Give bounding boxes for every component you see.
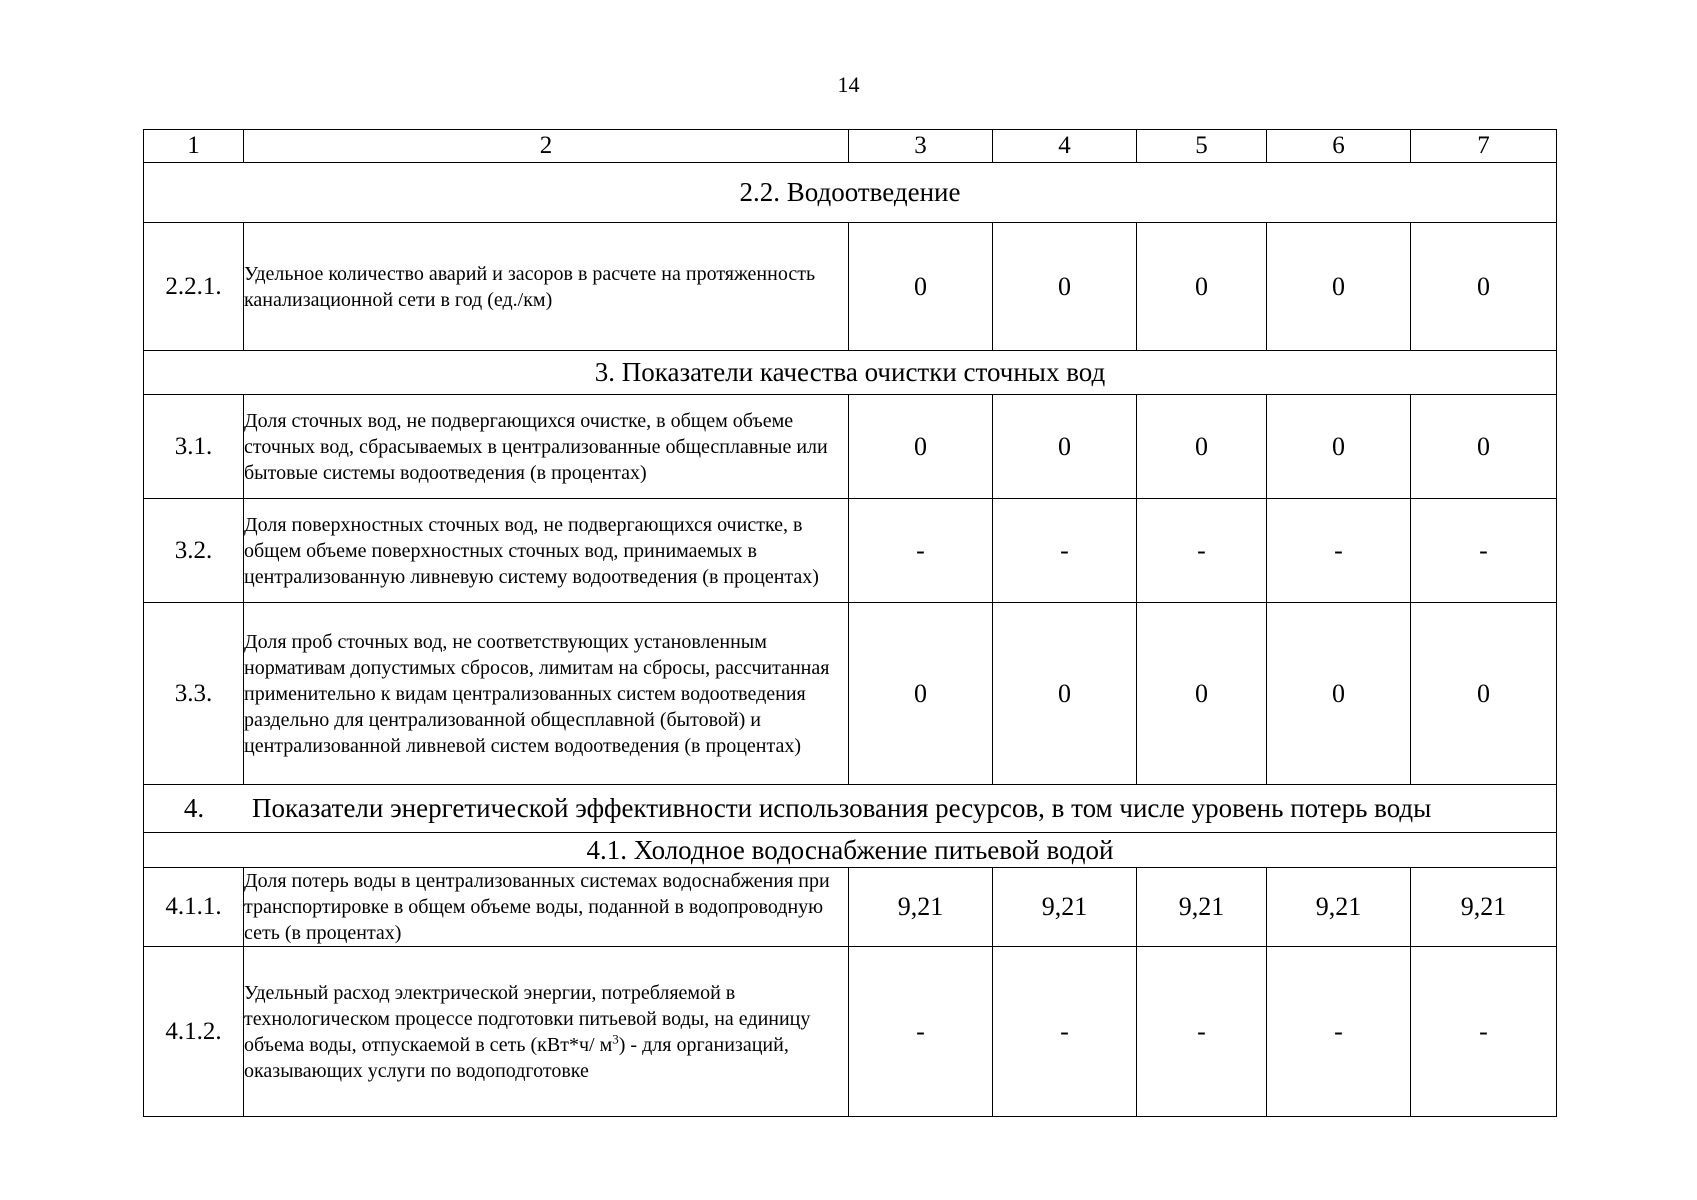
- header-cell: 1: [144, 130, 244, 163]
- row-description: Удельное количество аварий и засоров в расчете на протяженность канализационной сети в год (ед./км): [244, 223, 849, 351]
- row-number: 3.3.: [144, 603, 244, 785]
- row-description: Доля поверхностных сточных вод, не подвергающихся очистке, в общем объеме поверхностных сточных вод, принимаемых в централизованную ливневую систему водоотведения (в процентах): [244, 499, 849, 603]
- row-value: 0: [1411, 603, 1557, 785]
- row-value: 0: [1137, 223, 1267, 351]
- table-row: [144, 868, 1557, 947]
- section-title-4: [144, 785, 1557, 833]
- row-value: 0: [993, 223, 1137, 351]
- header-cell: 7: [1411, 130, 1557, 163]
- superscript-cube: 3: [612, 1030, 619, 1046]
- section-title-4-1: 4.1. Холодное водоснабжение питьевой водой: [144, 833, 1557, 868]
- row-value: -: [849, 499, 993, 603]
- section-row: [144, 833, 1557, 868]
- section-row: [144, 785, 1557, 833]
- section-4-title: Показатели энергетической эффективности использования ресурсов, в том числе уровень потерь воды: [252, 793, 1432, 823]
- indicators-table: [143, 129, 1557, 1117]
- header-cell: 2: [244, 130, 849, 163]
- row-value: 0: [849, 603, 993, 785]
- row-value: 0: [1267, 395, 1411, 499]
- row-value: -: [1267, 499, 1411, 603]
- row-value: 0: [1137, 395, 1267, 499]
- row-value: 0: [1137, 603, 1267, 785]
- section-row: [144, 351, 1557, 395]
- row-number: 4.1.2.: [144, 947, 244, 1117]
- section-title-3: 3. Показатели качества очистки сточных вод: [144, 351, 1557, 395]
- row-description-part: Удельный расход электрической энергии, потребляемой в технологическом процессе подготовки питьевой воды, на единицу объема воды, отпускаемой в сеть (кВт*ч/ м: [244, 981, 811, 1056]
- header-cell: 5: [1137, 130, 1267, 163]
- row-value: -: [1411, 499, 1557, 603]
- row-value: 9,21: [1137, 868, 1267, 947]
- row-value: -: [993, 499, 1137, 603]
- row-value: 9,21: [1267, 868, 1411, 947]
- table-row: [144, 223, 1557, 351]
- row-value: -: [849, 947, 993, 1117]
- row-description: [244, 947, 849, 1117]
- row-value: -: [993, 947, 1137, 1117]
- row-value: 0: [1411, 395, 1557, 499]
- table-row: [144, 947, 1557, 1117]
- row-value: -: [1267, 947, 1411, 1117]
- row-number: 3.1.: [144, 395, 244, 499]
- page-number: 14: [837, 72, 860, 97]
- row-description: Доля проб сточных вод, не соответствующих установленным нормативам допустимых сбросов, лимитам на сбросы, рассчитанная применительно к видам централизованных систем водоотведения раздельно для централизованной общесплавной (бытовой) и централизованной ливневой систем водоотведения (в процентах): [244, 603, 849, 785]
- row-value: 0: [993, 603, 1137, 785]
- row-value: 0: [1267, 603, 1411, 785]
- section-4-wrap: [144, 793, 1556, 824]
- row-number: 3.2.: [144, 499, 244, 603]
- row-value: -: [1137, 947, 1267, 1117]
- row-value: 0: [849, 223, 993, 351]
- row-description: Доля потерь воды в централизованных системах водоснабжения при транспортировке в общем объеме воды, поданной в водопроводную сеть (в процентах): [244, 868, 849, 947]
- header-cell: 3: [849, 130, 993, 163]
- section-4-number: 4.: [183, 793, 205, 823]
- table-row: [144, 603, 1557, 785]
- row-value: 0: [993, 395, 1137, 499]
- row-value: 9,21: [993, 868, 1137, 947]
- row-description-part: ) - для организаций, оказывающих услуги по водоподготовке: [244, 1033, 789, 1082]
- row-value: -: [1137, 499, 1267, 603]
- row-number: 2.2.1.: [144, 223, 244, 351]
- row-number: 4.1.1.: [144, 868, 244, 947]
- row-value: 0: [849, 395, 993, 499]
- section-row: [144, 163, 1557, 223]
- header-cell: 6: [1267, 130, 1411, 163]
- row-value: 9,21: [849, 868, 993, 947]
- row-value: 0: [1267, 223, 1411, 351]
- header-cell: 4: [993, 130, 1137, 163]
- row-value: 9,21: [1411, 868, 1557, 947]
- section-title-2-2: 2.2. Водоотведение: [144, 163, 1557, 223]
- table-row: [144, 395, 1557, 499]
- row-description: Доля сточных вод, не подвергающихся очистке, в общем объеме сточных вод, сбрасываемых в централизованные общесплавные или бытовые системы водоотведения (в процентах): [244, 395, 849, 499]
- header-row: [144, 130, 1557, 163]
- row-value: 0: [1411, 223, 1557, 351]
- table-row: [144, 499, 1557, 603]
- row-value: -: [1411, 947, 1557, 1117]
